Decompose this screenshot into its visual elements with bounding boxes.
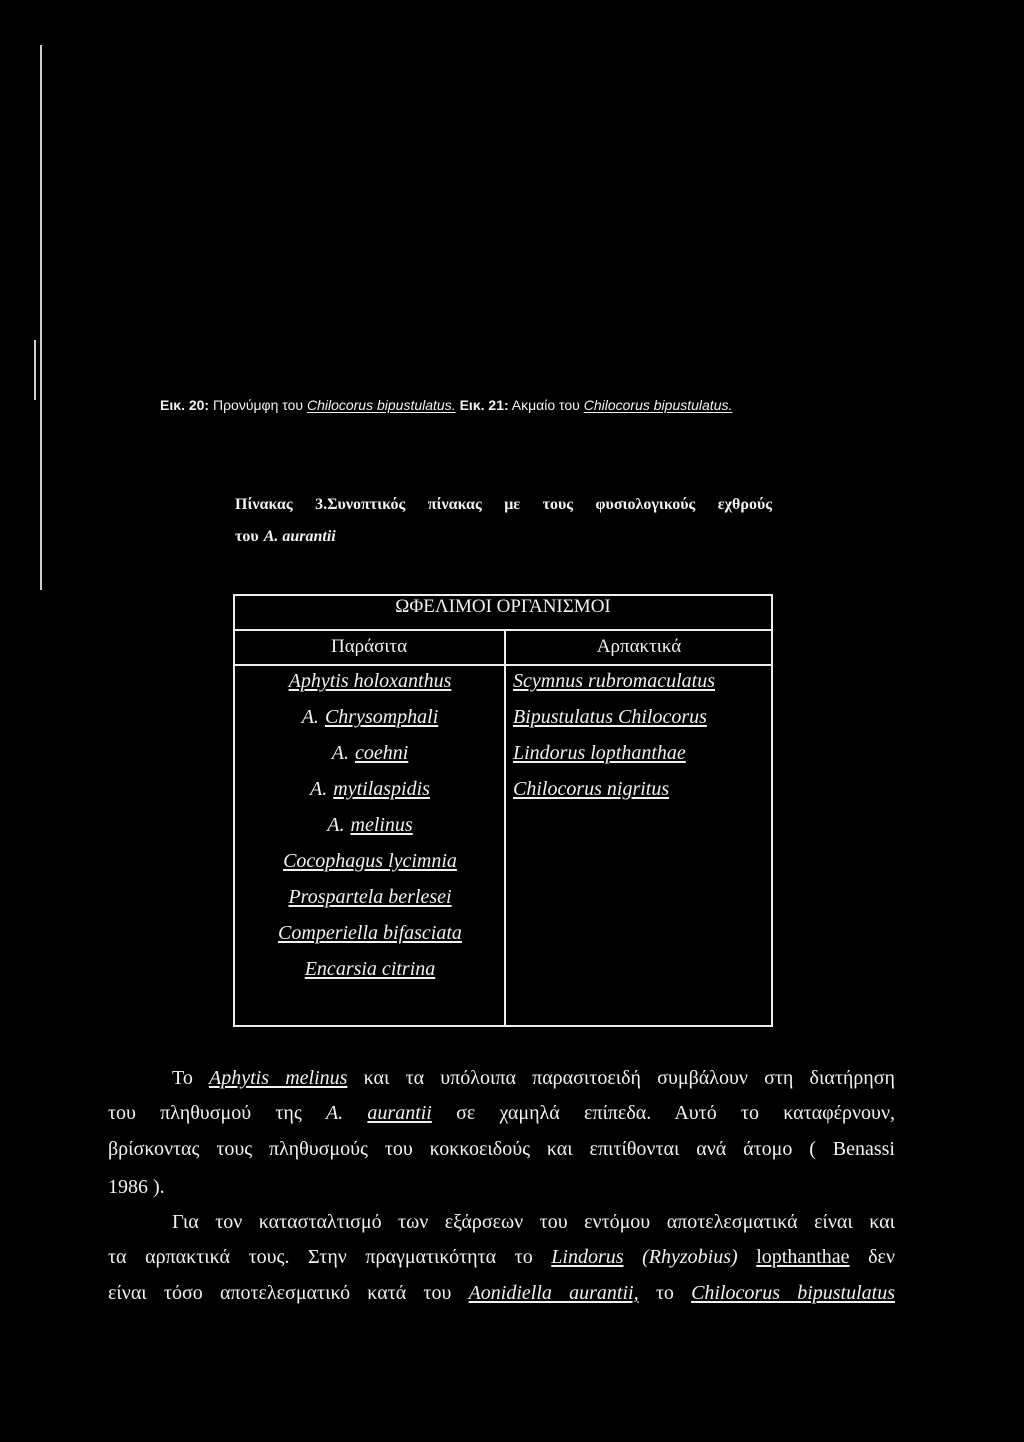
text-run: είναι τόσο αποτελεσματικό κατά του	[108, 1282, 469, 1304]
body-line	[108, 1101, 895, 1125]
fig20-label: Εικ. 20:	[160, 397, 210, 413]
text-run: Το	[172, 1067, 210, 1089]
genus-abbr: A.	[301, 706, 319, 728]
parasites-list	[235, 669, 505, 993]
scan-edge-line	[34, 340, 36, 400]
species-name: Aphytis melinus	[209, 1067, 348, 1089]
genus-abbr: A.	[325, 1102, 368, 1124]
fig21-species: Chilocorus bipustulatus.	[583, 397, 733, 413]
species-name: coehni	[354, 742, 409, 764]
fig20-species: Chilocorus bipustulatus.	[306, 397, 456, 413]
species-name: mytilaspidis	[333, 778, 430, 800]
text-run: 1986 ).	[108, 1176, 165, 1198]
table-title-line2	[235, 527, 336, 547]
body-line	[172, 1066, 895, 1090]
list-item	[235, 885, 505, 921]
species-name: Chilocorus nigritus	[513, 778, 670, 800]
body-line	[108, 1245, 895, 1269]
list-item	[235, 669, 505, 705]
list-item	[235, 849, 505, 885]
genus-abbr: A.	[327, 814, 345, 836]
text-run: σε χαμηλά επίπεδα. Αυτό το καταφέρνουν,	[431, 1102, 895, 1124]
text-run: το	[638, 1282, 692, 1304]
text-run: δεν	[849, 1246, 895, 1268]
body-line	[108, 1281, 895, 1305]
species-name: Comperiella bifasciata	[278, 922, 462, 944]
list-item	[235, 921, 505, 957]
species-name: Lindorus	[551, 1246, 624, 1268]
species-name: Chrysomphali	[324, 706, 439, 728]
genus-abbr: A.	[331, 742, 349, 764]
fig21-text: Ακμαίο του	[508, 397, 584, 413]
text-run: και τα υπόλοιπα παρασιτοειδή συμβάλουν στη διατήρηση	[347, 1067, 895, 1089]
scan-edge-line	[40, 45, 42, 590]
table-header: ΩΦΕΛΙΜΟΙ ΟΡΓΑΝΙΣΜΟΙ	[395, 596, 611, 617]
body-line	[108, 1175, 895, 1199]
figure-caption	[160, 396, 732, 414]
species-name: Cocophagus lycimnia	[283, 850, 457, 872]
predators-list	[513, 669, 768, 813]
species-name: melinus	[350, 814, 413, 836]
species-name: Aonidiella aurantii,	[468, 1282, 639, 1304]
body-line	[108, 1137, 895, 1161]
genus-abbr: A.	[310, 778, 328, 800]
list-item	[235, 705, 505, 741]
text-run: Για τον κατασταλτισμό των εξάρσεων του εντόμου αποτελεσματικά είναι και	[172, 1211, 895, 1233]
text-run: τα αρπακτικά τους. Στην πραγματικότητα το	[108, 1246, 552, 1268]
species-name: Scymnus rubromaculatus	[513, 670, 716, 692]
species-name: Chilocorus bipustulatus	[691, 1282, 895, 1304]
body-line	[172, 1210, 895, 1234]
table-title: Πίνακας 3.Συνοπτικός πίνακας με τους φυσιολογικούς εχθρούς	[235, 496, 772, 513]
table-title-prefix: του	[235, 528, 259, 545]
list-item	[513, 669, 768, 705]
list-item	[235, 813, 505, 849]
list-item	[513, 741, 768, 777]
text-run: βρίσκοντας τους πληθυσμούς του κοκκοειδούς και επιτίθονται ανά άτομο ( Benassi	[108, 1138, 895, 1160]
fig21-label: Εικ. 21:	[459, 397, 509, 413]
list-item	[513, 777, 768, 813]
species-name: Bipustulatus Chilocorus	[513, 706, 707, 728]
species-name: Aphytis holoxanthus	[288, 670, 452, 692]
list-item	[513, 705, 768, 741]
species-name: Prospartela berlesei	[288, 886, 452, 908]
list-item	[235, 957, 505, 993]
text-run: (Rhyzobius)	[623, 1246, 757, 1268]
species-name: Lindorus lopthanthae	[513, 742, 686, 764]
table-divider	[233, 664, 773, 666]
list-item	[235, 777, 505, 813]
species-name: Encarsia citrina	[304, 958, 436, 980]
list-item	[235, 741, 505, 777]
fig20-text: Προνύμφη του	[209, 397, 307, 413]
text-run: του πληθυσμού της	[108, 1102, 326, 1124]
species-name: lopthanthae	[756, 1246, 850, 1268]
table-title-species: A. aurantii	[263, 528, 336, 545]
species-name: aurantii	[367, 1102, 432, 1124]
table-divider	[233, 629, 773, 631]
column-header-predators: Αρπακτικά	[596, 636, 682, 657]
column-header-parasites: Παράσιτα	[330, 636, 408, 657]
